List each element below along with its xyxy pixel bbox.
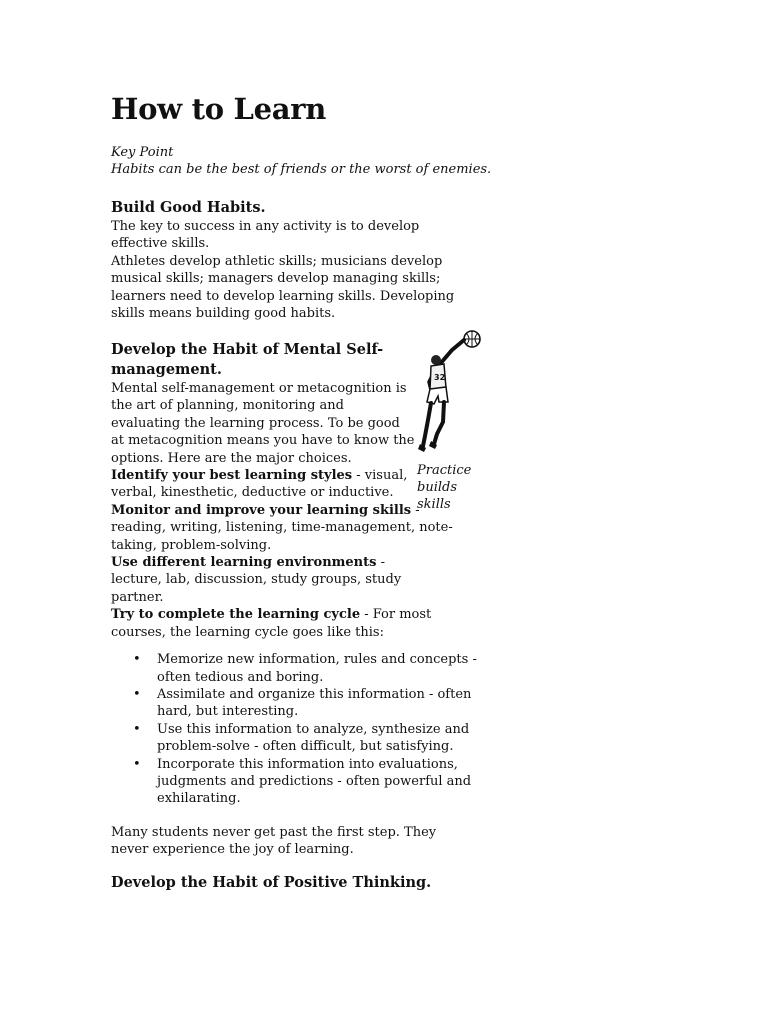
- section-positive-thinking: [111, 873, 491, 893]
- page-title: How to Learn: [111, 92, 327, 126]
- learning-item-desc: - lecture, lab, discussion, study groups, study partner.: [111, 555, 402, 605]
- key-point: [111, 144, 491, 178]
- learning-item: [111, 554, 416, 606]
- learning-item-term: Monitor and improve your learning skills: [111, 502, 412, 518]
- list-item: • Incorporate this information into evaluations, judgments and predictions - often powerful and exhilarating.: [157, 756, 487, 808]
- learning-item-desc: - For most courses, the learning cycle goes like this:: [111, 607, 432, 640]
- list-item: • Use this information to analyze, synthesize and problem-solve - often difficult, but satisfying.: [157, 721, 487, 756]
- learning-item-desc: - visual, verbal, kinesthetic, deductive or inductive.: [111, 468, 408, 501]
- paragraph: Mental self-management or metacognition is the art of planning, monitoring and evaluating the learning process. To be good at metacognition means you have to know the options. Here are the major choices.: [111, 381, 415, 466]
- svg-text:32: 32: [434, 373, 446, 382]
- paragraph: The key to success in any activity is to develop effective skills.: [111, 219, 420, 252]
- basketball-icon: [464, 331, 480, 347]
- section-heading: Develop the Habit of Mental Self-management.: [111, 341, 384, 378]
- section-build-good-habits: [111, 198, 471, 322]
- section-heading: Build Good Habits.: [111, 199, 266, 216]
- list-item: • Assimilate and organize this information - often hard, but interesting.: [157, 686, 487, 721]
- learning-item-term: Use different learning environments: [111, 555, 377, 571]
- figure-caption: Practice builds skills: [417, 463, 472, 512]
- section-heading: Develop the Habit of Positive Thinking.: [111, 874, 432, 891]
- basketball-figure: [417, 328, 492, 513]
- paragraph: Athletes develop athletic skills; musicians develop musical skills; managers develop managing skills; learners need to develop learning skills. Developing skills means building good habits.: [111, 253, 455, 322]
- learning-cycle-list: [111, 651, 491, 808]
- paragraph: Many students never get past the first step. They never experience the joy of learning.: [111, 824, 437, 858]
- key-point-text: Habits can be the best of friends or the worst of enemies.: [111, 162, 492, 177]
- list-item: • Memorize new information, rules and concepts - often tedious and boring.: [157, 651, 487, 686]
- basketball-player-illustration: [417, 328, 487, 460]
- learning-item: [111, 467, 416, 502]
- learning-item-term: Identify your best learning styles: [111, 468, 353, 484]
- learning-item-desc: - reading, writing, listening, time-management, note-taking, problem-solving.: [111, 502, 453, 553]
- learning-item-term: Try to complete the learning cycle: [111, 607, 361, 623]
- key-point-label: Key Point: [111, 145, 174, 160]
- learning-item: [111, 606, 481, 641]
